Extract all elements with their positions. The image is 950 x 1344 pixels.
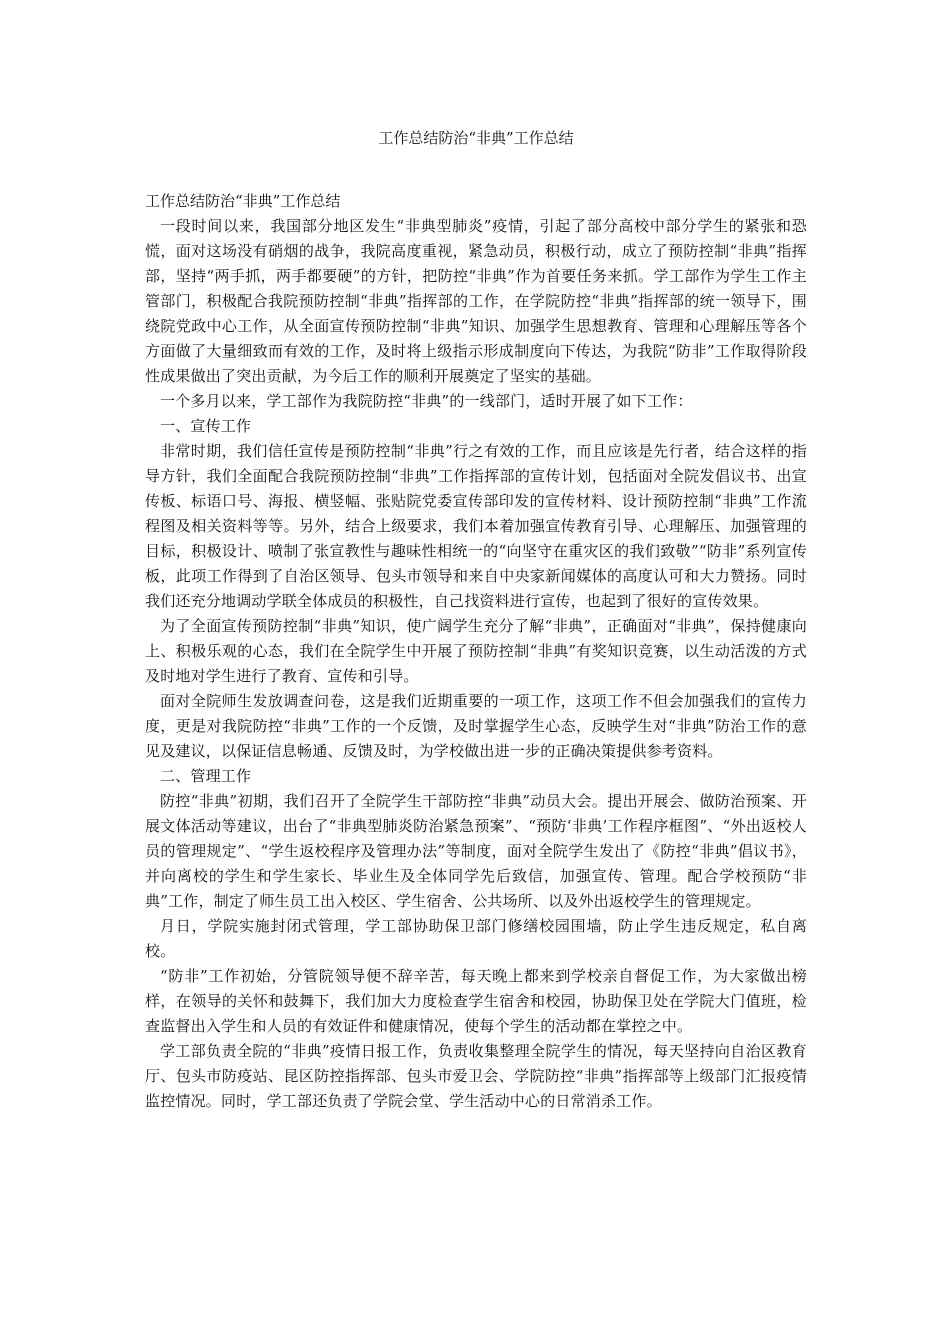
paragraph-publicity-2: 为了全面宣传预防控制“非典”知识，使广阔学生充分了解“非典”，正确面对“非典”，保持健康向上、积极乐观的心态，我们在全院学生中开展了预防控制“非典”有奖知识竞赛，以生动活泼的方式及时地对学生进行了教育、宣传和引导。 xyxy=(145,617,807,685)
document-page xyxy=(145,126,807,1114)
paragraph-overview: 一个多月以来，学工部作为我院防控“非典”的一线部门，适时开展了如下工作： xyxy=(160,392,693,410)
paragraph-intro: 一段时间以来，我国部分地区发生“非典型肺炎”疫情，引起了部分高校中部分学生的紧张和恐慌，面对这场没有硝烟的战争，我院高度重视，紧急动员，积极行动，成立了预防控制“非典”指挥部，坚持“两手抓，两手都要硬”的方针，把防控“非典”作为首要任务来抓。学工部作为学生工作主管部门，积极配合我院预防控制“非典”指挥部的工作，在学院防控“非典”指挥部的统一领导下，围绕院党政中心工作，从全面宣传预防控制“非典”知识、加强学生思想教育、管理和心理解压等各个方面做了大量细致而有效的工作，及时将上级指示形成制度向下传达，为我院“防非”工作取得阶段性成果做出了突出贡献，为今后工作的顺利开展奠定了坚实的基础。 xyxy=(145,217,807,385)
paragraph-management-3: “防非”工作初始，分管院领导便不辞辛苦，每天晚上都来到学校亲自督促工作，为大家做出榜样，在领导的关怀和鼓舞下，我们加大力度检查学生宿舍和校园，协助保卫处在学院大门值班，检查监督出入学生和人员的有效证件和健康情况，使每个学生的活动都在掌控之中。 xyxy=(145,967,807,1035)
paragraph-management-2: 月日，学院实施封闭式管理，学工部协助保卫部门修缮校园围墙，防止学生违反规定，私自离校。 xyxy=(145,917,807,960)
document-title: 工作总结防治“非典”工作总结 xyxy=(378,129,574,147)
paragraph-publicity-3: 面对全院师生发放调查问卷，这是我们近期重要的一项工作，这项工作不但会加强我们的宣传力度，更是对我院防控“非典”工作的一个反馈，及时掌握学生心态，反映学生对“非典”防治工作的意见及建议，以保证信息畅通、反馈及时，为学校做出进一步的正确决策提供参考资料。 xyxy=(145,692,807,760)
section-heading-management: 二、管理工作 xyxy=(160,767,252,785)
document-subtitle: 工作总结防治“非典”工作总结 xyxy=(145,192,341,210)
section-heading-publicity: 一、宣传工作 xyxy=(160,417,252,435)
paragraph-publicity-1: 非常时期，我们信任宣传是预防控制“非典”行之有效的工作，而且应该是先行者，结合这样的指导方针，我们全面配合我院预防控制“非典”工作指挥部的宣传计划，包括面对全院发倡议书、出宣传板、标语口号、海报、横竖幅、张贴院党委宣传部印发的宣传材料、设计预防控制“非典”工作流程图及相关资料等等。另外，结合上级要求，我们本着加强宣传教育引导、心理解压、加强管理的目标，积极设计、喷制了张宣教性与趣味性相统一的“向坚守在重灾区的我们致敬”“防非”系列宣传板，此项工作得到了自治区领导、包头市领导和来自中央家新闻媒体的高度认可和大力赞扬。同时我们还充分地调动学联全体成员的积极性，自己找资料进行宣传，也起到了很好的宣传效果。 xyxy=(145,442,807,610)
paragraph-management-1: 防控“非典”初期，我们召开了全院学生干部防控“非典”动员大会。提出开展会、做防治预案、开展文体活动等建议，出台了“非典型肺炎防治紧急预案”、“预防‘非典’工作程序框图”、“外出返校人员的管理规定”、“学生返校程序及管理办法”等制度，面对全院学生发出了《防控“非典”倡议书》，并向离校的学生和学生家长、毕业生及全体同学先后致信，加强宣传、管理。配合学校预防“非典”工作，制定了师生员工出入校区、学生宿舍、公共场所、以及外出返校学生的管理规定。 xyxy=(145,792,807,910)
paragraph-management-4: 学工部负责全院的“非典”疫情日报工作，负责收集整理全院学生的情况，每天坚持向自治区教育厅、包头市防疫站、昆区防控指挥部、包头市爱卫会、学院防控“非典”指挥部等上级部门汇报疫情监控情况。同时，学工部还负责了学院会堂、学生活动中心的日常消杀工作。 xyxy=(145,1042,807,1110)
